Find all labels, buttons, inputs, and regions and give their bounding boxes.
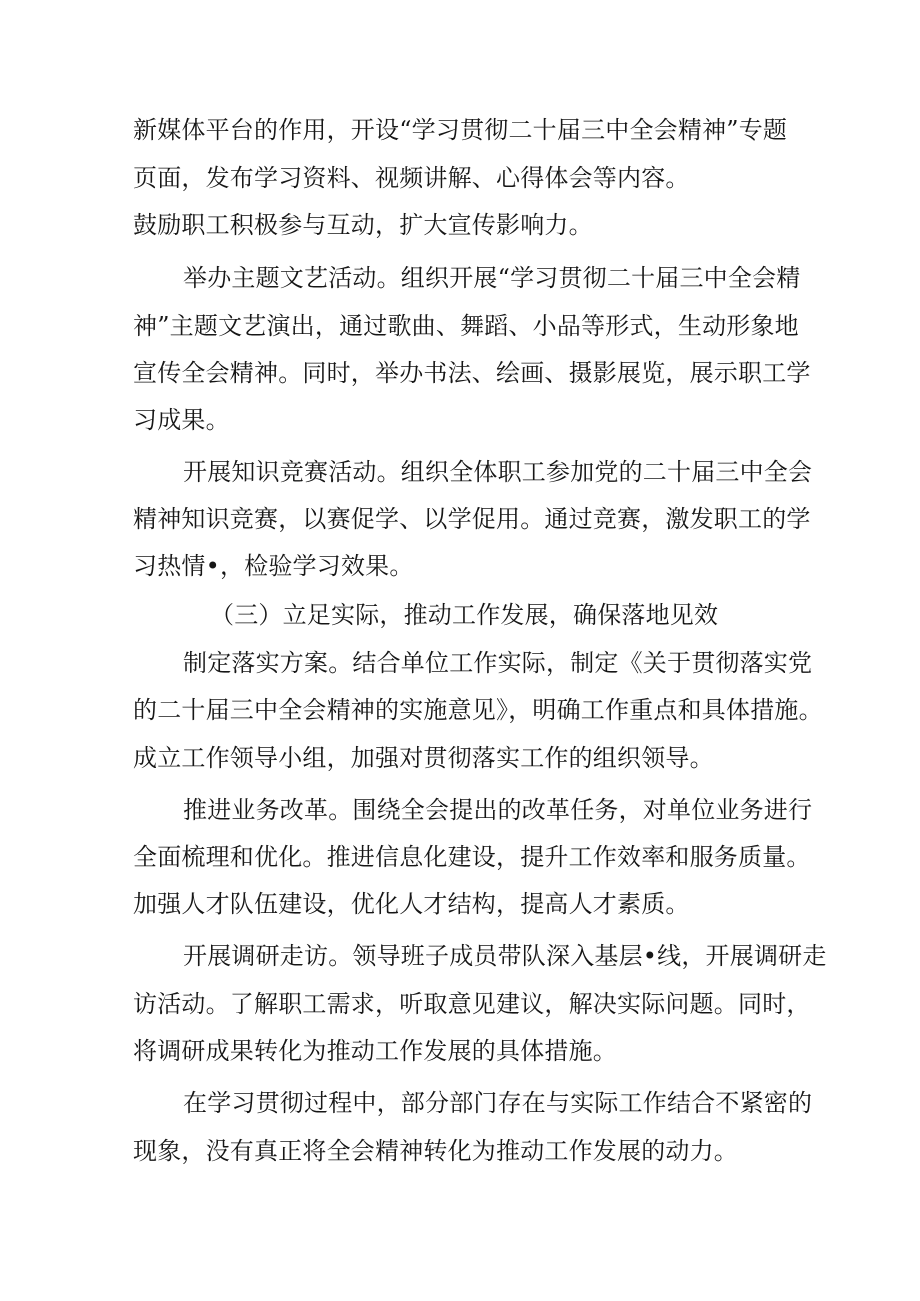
text-line-12: 制定落实方案。结合单位工作实际，制定《关于贯彻落实党 bbox=[183, 649, 813, 677]
text-line-17: 加强人才队伍建设，优化人才结构，提高人才素质。 bbox=[133, 890, 690, 918]
text-line-1: 新媒体平台的作用，开设“学习贯彻二十届三中全会精神”专题 bbox=[133, 116, 788, 144]
text-line-4: 举办主题文艺活动。组织开展“学习贯彻二十届三中全会精 bbox=[183, 264, 801, 292]
text-line-5: 神”主题文艺演出，通过歌曲、舞蹈、小品等形式，生动形象地 bbox=[133, 312, 799, 340]
text-line-14: 成立工作领导小组，加强对贯彻落实工作的组织领导。 bbox=[133, 744, 714, 772]
text-line-20: 将调研成果转化为推动工作发展的具体措施。 bbox=[133, 1037, 617, 1065]
text-line-8: 开展知识竞赛活动。组织全体职工参加党的二十届三中全会 bbox=[183, 458, 813, 486]
text-line-21: 在学习贯彻过程中，部分部门存在与实际工作结合不紧密的 bbox=[183, 1089, 813, 1117]
text-line-22: 现象，没有真正将全会精神转化为推动工作发展的动力。 bbox=[133, 1137, 738, 1165]
text-line-7: 习成果。 bbox=[133, 406, 230, 434]
text-line-18: 开展调研走访。领导班子成员带队深入基层•线，开展调研走 bbox=[183, 942, 827, 970]
text-line-16: 全面梳理和优化。推进信息化建设，提升工作效率和服务质量。 bbox=[133, 843, 811, 871]
text-line-19: 访活动。了解职工需求，听取意见建议，解决实际问题。同时， bbox=[133, 990, 811, 1018]
text-line-3: 鼓励职工积极参与互动，扩大宣传影响力。 bbox=[133, 211, 593, 239]
text-line-6: 宣传全会精神。同时，举办书法、绘画、摄影展览，展示职工学 bbox=[133, 359, 811, 387]
text-line-15: 推进业务改革。围绕全会提出的改革任务，对单位业务进行 bbox=[183, 796, 813, 824]
section-heading: （三）立足实际，推动工作发展，确保落地见效 bbox=[210, 601, 719, 629]
text-line-13: 的二十届三中全会精神的实施意见》，明确工作重点和具体措施。 bbox=[133, 696, 823, 724]
text-line-2: 页面，发布学习资料、视频讲解、心得体会等内容。 bbox=[133, 164, 690, 192]
text-line-10: 习热情•，检验学习效果。 bbox=[133, 552, 414, 580]
text-line-9: 精神知识竞赛，以赛促学、以学促用。通过竞赛，激发职工的学 bbox=[133, 505, 811, 533]
